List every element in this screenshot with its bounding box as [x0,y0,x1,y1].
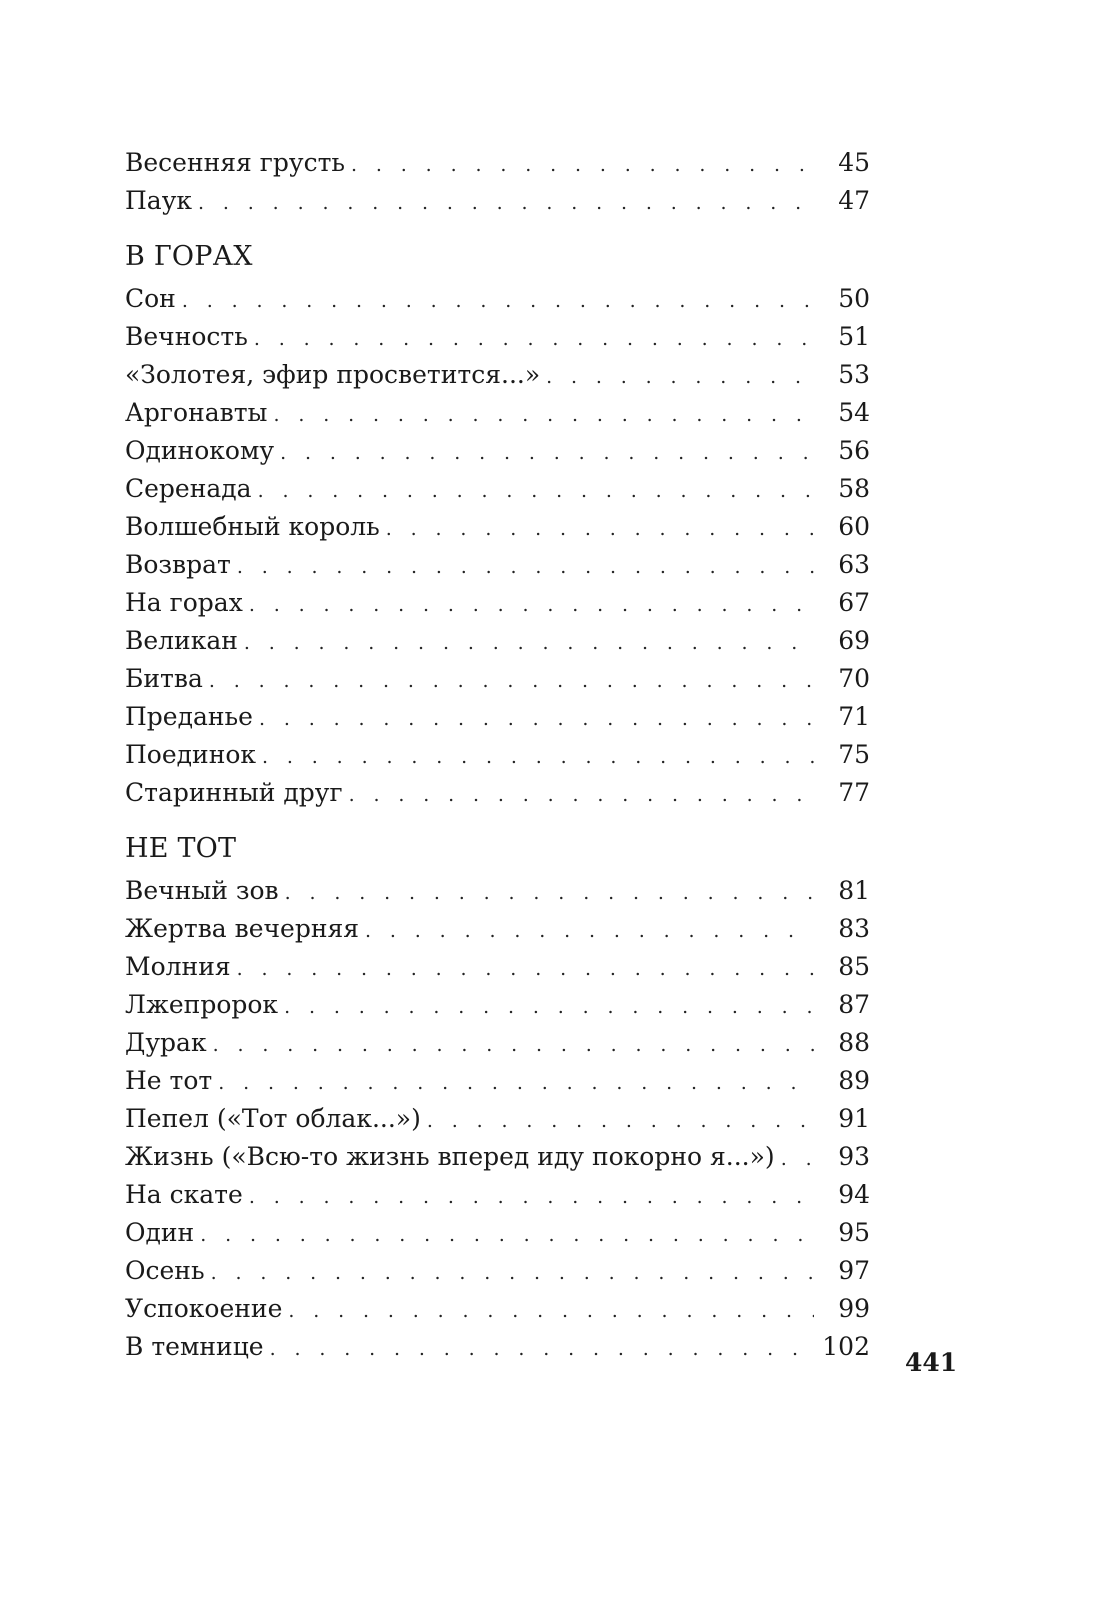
toc-entry-page-number: 94 [838,1180,870,1209]
table-of-contents [125,144,870,1366]
dot-leader [218,1064,814,1102]
toc-entry [125,698,870,736]
dot-leader [427,1102,814,1140]
toc-entry [125,432,870,470]
toc-entry-title: Преданье [125,702,253,731]
toc-entry-page-number: 69 [838,626,870,655]
toc-entry-list [125,872,870,1366]
dot-leader [351,146,814,184]
page-number: 441 [905,1348,958,1377]
toc-entry-title: Аргонавты [125,398,268,427]
toc-entry [125,1328,870,1366]
toc-entry-title: Вечность [125,322,248,351]
toc-entry-title: Сон [125,284,176,313]
toc-entry-title: «Золотея, эфир просветится...» [125,360,541,389]
toc-entry [125,910,870,948]
toc-entry-page-number: 53 [838,360,870,389]
toc-entry-page-number: 71 [838,702,870,731]
toc-entry-title: Осень [125,1256,205,1285]
toc-entry-title: Битва [125,664,203,693]
toc-entry [125,1214,870,1252]
toc-entry-title: В темнице [125,1332,264,1361]
dot-leader [237,950,814,988]
toc-entry [125,1062,870,1100]
toc-entry [125,774,870,812]
dot-leader [365,912,814,950]
toc-entry-page-number: 95 [838,1218,870,1247]
toc-entry [125,1176,870,1214]
toc-entry-page-number: 97 [838,1256,870,1285]
toc-entry [125,508,870,546]
toc-entry-list [125,280,870,812]
toc-entry-list [125,144,870,220]
toc-entry [125,736,870,774]
toc-entry-title: Лжепророк [125,990,279,1019]
dot-leader [349,776,814,814]
toc-entry [125,356,870,394]
toc-entry-page-number: 75 [838,740,870,769]
toc-section [125,830,870,1366]
toc-entry-title: Поединок [125,740,257,769]
toc-entry-page-number: 67 [838,588,870,617]
toc-entry-page-number: 77 [838,778,870,807]
toc-entry-page-number: 102 [822,1332,870,1361]
toc-entry [125,660,870,698]
toc-entry-page-number: 50 [838,284,870,313]
toc-entry-page-number: 47 [838,186,870,215]
toc-entry-title: Вечный зов [125,876,279,905]
toc-entry [125,622,870,660]
toc-entry [125,394,870,432]
dot-leader [249,1178,814,1216]
dot-leader [546,358,814,396]
toc-entry-title: Жизнь («Всю-то жизнь вперед иду покорно я...») [125,1142,775,1171]
toc-entry-page-number: 54 [838,398,870,427]
dot-leader [270,1330,814,1368]
toc-entry [125,584,870,622]
toc-entry-title: Великан [125,626,238,655]
toc-entry-title: Дурак [125,1028,207,1057]
dot-leader [198,184,814,222]
dot-leader [211,1254,814,1292]
toc-entry-title: На скате [125,1180,243,1209]
toc-entry [125,1252,870,1290]
toc-entry [125,1290,870,1328]
toc-entry-page-number: 99 [838,1294,870,1323]
toc-entry-title: Пепел («Тот облак...») [125,1104,421,1133]
toc-entry-title: Не тот [125,1066,213,1095]
dot-leader [244,624,814,662]
toc-entry-title: Одинокому [125,436,275,465]
toc-entry-page-number: 63 [838,550,870,579]
dot-leader [249,586,814,624]
toc-entry-title: Успокоение [125,1294,283,1323]
dot-leader [285,874,814,912]
dot-leader [280,434,814,472]
toc-entry-title: Серенада [125,474,252,503]
toc-entry [125,986,870,1024]
toc-entry-title: Весенняя грусть [125,148,346,177]
toc-entry-page-number: 81 [838,876,870,905]
toc-entry [125,470,870,508]
toc-entry-title: Один [125,1218,195,1247]
toc-entry [125,280,870,318]
dot-leader [284,988,814,1026]
toc-entry [125,1100,870,1138]
toc-entry-page-number: 88 [838,1028,870,1057]
toc-entry-page-number: 58 [838,474,870,503]
dot-leader [182,282,814,320]
toc-entry-title: Молния [125,952,231,981]
toc-entry-page-number: 91 [838,1104,870,1133]
toc-entry-title: Старинный друг [125,778,343,807]
toc-entry-page-number: 85 [838,952,870,981]
dot-leader [258,472,814,510]
dot-leader [237,548,814,586]
dot-leader [262,738,814,776]
section-heading: В ГОРАХ [125,241,253,272]
dot-leader [273,396,814,434]
dot-leader [781,1140,814,1178]
dot-leader [259,700,814,738]
toc-entry-page-number: 87 [838,990,870,1019]
toc-entry-page-number: 93 [838,1142,870,1171]
section-heading: НЕ ТОТ [125,833,237,864]
toc-entry [125,182,870,220]
toc-entry-page-number: 56 [838,436,870,465]
toc-entry [125,948,870,986]
toc-entry-title: Волшебный король [125,512,380,541]
toc-entry-page-number: 70 [838,664,870,693]
dot-leader [254,320,814,358]
dot-leader [213,1026,814,1064]
toc-entry [125,318,870,356]
toc-entry-title: На горах [125,588,243,617]
toc-entry [125,1138,870,1176]
dot-leader [386,510,814,548]
toc-entry [125,546,870,584]
toc-entry-title: Паук [125,186,193,215]
dot-leader [209,662,814,700]
dot-leader [200,1216,814,1254]
toc-entry-page-number: 89 [838,1066,870,1095]
toc-entry-title: Возврат [125,550,231,579]
toc-entry-page-number: 83 [838,914,870,943]
toc-entry-title: Жертва вечерняя [125,914,360,943]
toc-entry-page-number: 51 [838,322,870,351]
toc-section [125,238,870,812]
toc-entry-page-number: 60 [838,512,870,541]
dot-leader [288,1292,814,1330]
toc-entry [125,1024,870,1062]
toc-section [125,144,870,220]
toc-entry-page-number: 45 [838,148,870,177]
toc-entry [125,144,870,182]
toc-entry [125,872,870,910]
